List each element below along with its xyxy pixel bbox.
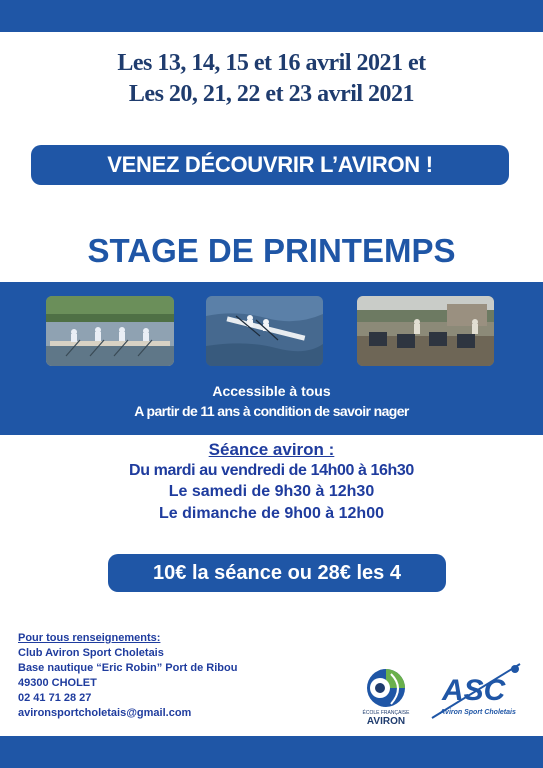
age-condition-text: A partir de 11 ans à condition de savoir nager xyxy=(134,403,409,419)
rowing-equipment-photo xyxy=(357,296,494,366)
sessions-heading: Séance aviron : xyxy=(208,440,335,459)
rowing-crew-photo xyxy=(46,296,174,366)
svg-text:AVIRON: AVIRON xyxy=(366,716,406,727)
sessions-weekday: Du mardi au vendredi de 14h00 à 16h30 xyxy=(129,462,414,479)
contact-heading: Pour tous renseignements: xyxy=(18,632,161,644)
ecole-aviron-logo-icon xyxy=(361,664,411,728)
svg-text:ASC: ASC xyxy=(442,674,506,707)
club-phone: 02 41 71 28 27 xyxy=(18,692,92,704)
contact-block xyxy=(18,631,237,721)
rowing-boat-photo xyxy=(206,296,323,366)
svg-text:Aviron Sport Choletais: Aviron Sport Choletais xyxy=(440,709,516,716)
dates-line-2: Les 20, 21, 22 et 23 avril 2021 xyxy=(128,81,415,107)
price-banner: 10€ la séance ou 28€ les 4 xyxy=(108,554,446,592)
photo-band xyxy=(0,282,543,435)
club-address: Base nautique “Eric Robin” Port de Ribou xyxy=(18,662,238,674)
club-email[interactable]: avironsportcholetais@gmail.com xyxy=(18,707,192,719)
accessible-text: Accessible à tous xyxy=(212,383,331,399)
club-city: 49300 CHOLET xyxy=(18,677,97,689)
club-name: Club Aviron Sport Choletais xyxy=(18,647,164,659)
stage-title: STAGE DE PRINTEMPS xyxy=(87,232,456,269)
discover-banner: VENEZ DÉCOUVRIR L’AVIRON ! xyxy=(31,145,509,185)
svg-text:ÉCOLE FRANÇAISE: ÉCOLE FRANÇAISE xyxy=(362,710,410,716)
top-band xyxy=(0,0,543,32)
sessions-sunday: Le dimanche de 9h00 à 12h00 xyxy=(159,505,384,522)
sessions-saturday: Le samedi de 9h30 à 12h30 xyxy=(168,483,375,500)
dates-line-1: Les 13, 14, 15 et 16 avril 2021 et xyxy=(117,50,426,76)
bottom-band xyxy=(0,736,543,768)
asc-logo-icon xyxy=(430,660,526,730)
